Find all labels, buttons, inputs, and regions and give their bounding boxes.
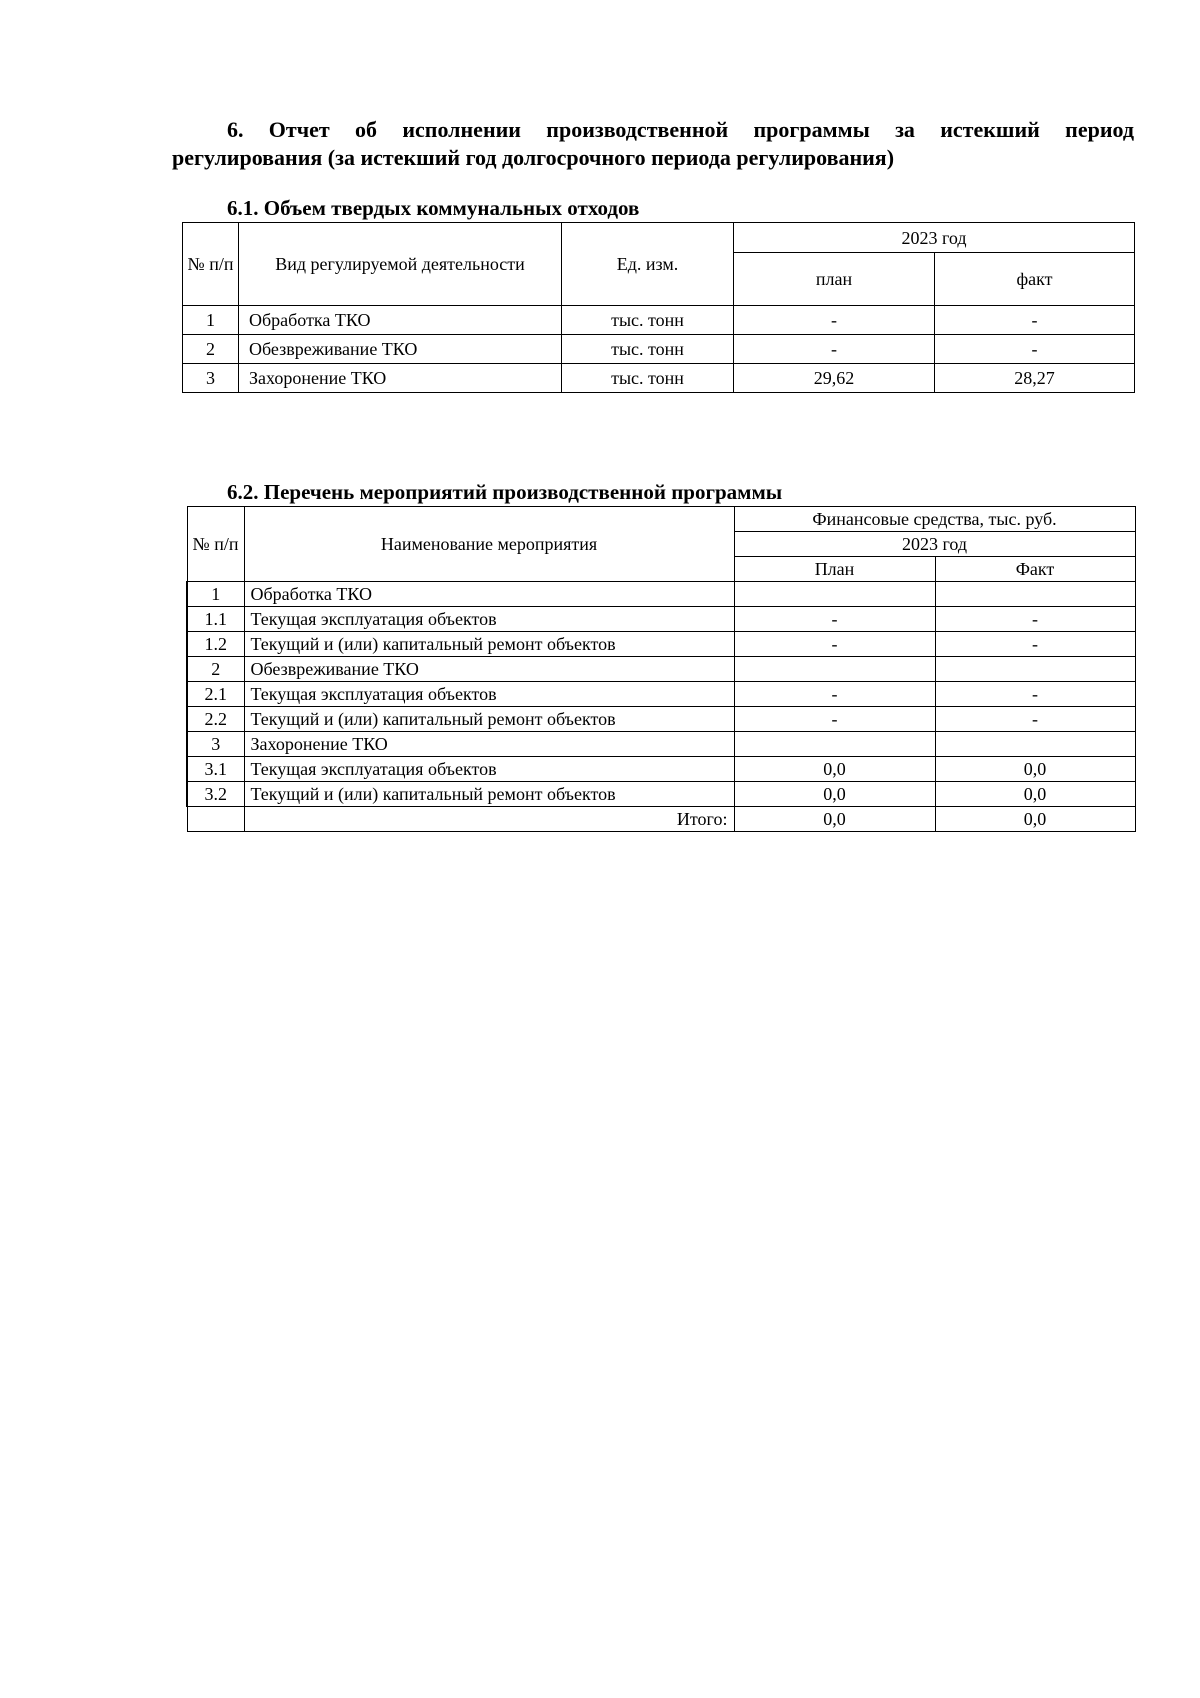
table-row xyxy=(187,732,1135,757)
row-name: Текущая эксплуатация объектов xyxy=(244,682,734,707)
row-unit: тыс. тонн xyxy=(562,335,734,364)
row-num: 2 xyxy=(183,335,239,364)
program-measures-table xyxy=(186,506,1136,832)
row-num: 3.1 xyxy=(187,757,244,782)
row-plan: - xyxy=(734,607,935,632)
header-finance: Финансовые средства, тыс. руб. xyxy=(734,507,1135,532)
row-fact xyxy=(935,732,1135,757)
row-plan: - xyxy=(734,682,935,707)
waste-volume-table xyxy=(182,222,1135,393)
row-plan: - xyxy=(734,306,935,335)
row-name: Текущий и (или) капитальный ремонт объектов xyxy=(244,782,734,807)
row-fact xyxy=(935,582,1135,607)
report-heading xyxy=(172,116,1134,172)
row-plan xyxy=(734,657,935,682)
row-num: 3.2 xyxy=(187,782,244,807)
header-num: № п/п xyxy=(187,507,244,582)
table-row xyxy=(187,632,1135,657)
row-activity: Обработка ТКО xyxy=(239,306,562,335)
row-fact: - xyxy=(935,335,1135,364)
row-num: 2.2 xyxy=(187,707,244,732)
total-num-empty xyxy=(187,807,244,832)
total-plan: 0,0 xyxy=(734,807,935,832)
header-year: 2023 год xyxy=(734,223,1135,253)
table-row xyxy=(183,335,1135,364)
row-num: 2.1 xyxy=(187,682,244,707)
header-unit: Ед. изм. xyxy=(562,223,734,306)
header-activity: Вид регулируемой деятельности xyxy=(239,223,562,306)
section2-title: 6.2. Перечень мероприятий производственной программы xyxy=(227,480,783,504)
table-row xyxy=(187,582,1135,607)
row-fact: 0,0 xyxy=(935,757,1135,782)
row-plan: 0,0 xyxy=(734,782,935,807)
row-plan xyxy=(734,732,935,757)
row-plan: - xyxy=(734,707,935,732)
total-fact: 0,0 xyxy=(935,807,1135,832)
row-num: 1.1 xyxy=(187,607,244,632)
table-row xyxy=(187,657,1135,682)
row-num: 1.2 xyxy=(187,632,244,657)
row-fact: 0,0 xyxy=(935,782,1135,807)
table-row xyxy=(183,306,1135,335)
row-num: 1 xyxy=(187,582,244,607)
row-num: 3 xyxy=(183,364,239,393)
header-num: № п/п xyxy=(183,223,239,306)
row-plan xyxy=(734,582,935,607)
table-row xyxy=(187,757,1135,782)
row-fact: - xyxy=(935,306,1135,335)
row-fact: - xyxy=(935,607,1135,632)
row-name: Текущий и (или) капитальный ремонт объектов xyxy=(244,632,734,657)
row-fact: 28,27 xyxy=(935,364,1135,393)
row-plan: 0,0 xyxy=(734,757,935,782)
row-name: Текущая эксплуатация объектов xyxy=(244,607,734,632)
row-name: Текущий и (или) капитальный ремонт объектов xyxy=(244,707,734,732)
table-row xyxy=(187,782,1135,807)
section1-title: 6.1. Объем твердых коммунальных отходов xyxy=(227,196,640,220)
row-num: 1 xyxy=(183,306,239,335)
row-num: 2 xyxy=(187,657,244,682)
total-label: Итого: xyxy=(244,807,734,832)
table-row xyxy=(187,607,1135,632)
row-unit: тыс. тонн xyxy=(562,364,734,393)
row-activity: Захоронение ТКО xyxy=(239,364,562,393)
row-plan: - xyxy=(734,335,935,364)
header-year: 2023 год xyxy=(734,532,1135,557)
row-fact: - xyxy=(935,682,1135,707)
table-row xyxy=(187,707,1135,732)
header-plan: План xyxy=(734,557,935,582)
row-plan: 29,62 xyxy=(734,364,935,393)
row-unit: тыс. тонн xyxy=(562,306,734,335)
header-fact: Факт xyxy=(935,557,1135,582)
row-fact: - xyxy=(935,632,1135,657)
row-activity: Обезвреживание ТКО xyxy=(239,335,562,364)
table-row xyxy=(183,364,1135,393)
row-fact: - xyxy=(935,707,1135,732)
report-heading-line1: 6. Отчет об исполнении производственной программы за истекший период xyxy=(227,117,1134,142)
report-heading-line2: регулирования (за истекший год долгосрочного периода регулирования) xyxy=(172,145,895,170)
row-fact xyxy=(935,657,1135,682)
row-name: Обработка ТКО xyxy=(244,582,734,607)
header-name: Наименование мероприятия xyxy=(244,507,734,582)
row-name: Захоронение ТКО xyxy=(244,732,734,757)
row-plan: - xyxy=(734,632,935,657)
header-plan: план xyxy=(734,253,935,306)
row-num: 3 xyxy=(187,732,244,757)
total-row xyxy=(187,807,1135,832)
table-row xyxy=(187,682,1135,707)
row-name: Текущая эксплуатация объектов xyxy=(244,757,734,782)
row-name: Обезвреживание ТКО xyxy=(244,657,734,682)
header-fact: факт xyxy=(935,253,1135,306)
